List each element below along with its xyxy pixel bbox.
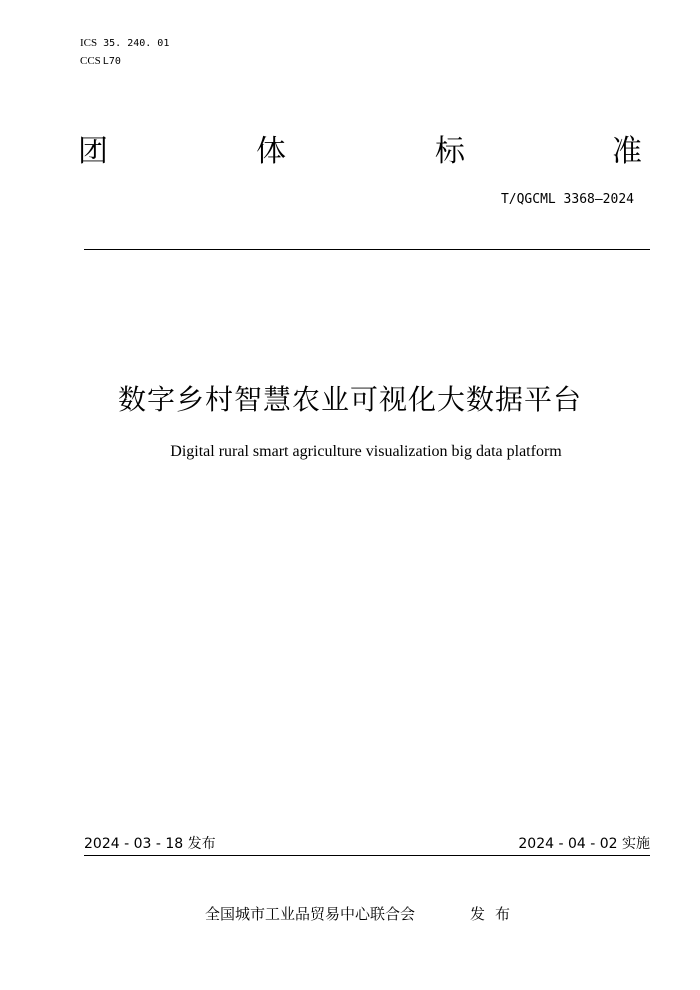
footer-divider [84,855,650,856]
document-title-english: Digital rural smart agriculture visualization big data platform [170,443,562,460]
standard-category-char-4: 准 [612,134,642,169]
standard-number: T/QGCML 3368—2024 [500,192,634,207]
publisher-name: 全国城市工业品贸易中心联合会 [205,905,416,923]
ccs-code [80,54,121,69]
implementation-date: 2024 - 04 - 02 实施 [518,836,650,852]
ccs-value: L70 [102,56,121,67]
standard-category-char-1: 团 [78,134,108,169]
standard-category-char-3: 标 [435,134,465,169]
ccs-label: CCS [80,55,101,67]
publish-label: 发布 [470,905,521,923]
issue-date: 2024 - 03 - 18 发布 [84,836,216,852]
ics-value: 35. 240. 01 [103,38,170,49]
ics-code [80,36,169,51]
document-title-chinese: 数字乡村智慧农业可视化大数据平台 [117,383,582,416]
header-divider [84,249,650,250]
standard-category-char-2: 体 [256,134,286,169]
ics-label: ICS [80,37,98,49]
